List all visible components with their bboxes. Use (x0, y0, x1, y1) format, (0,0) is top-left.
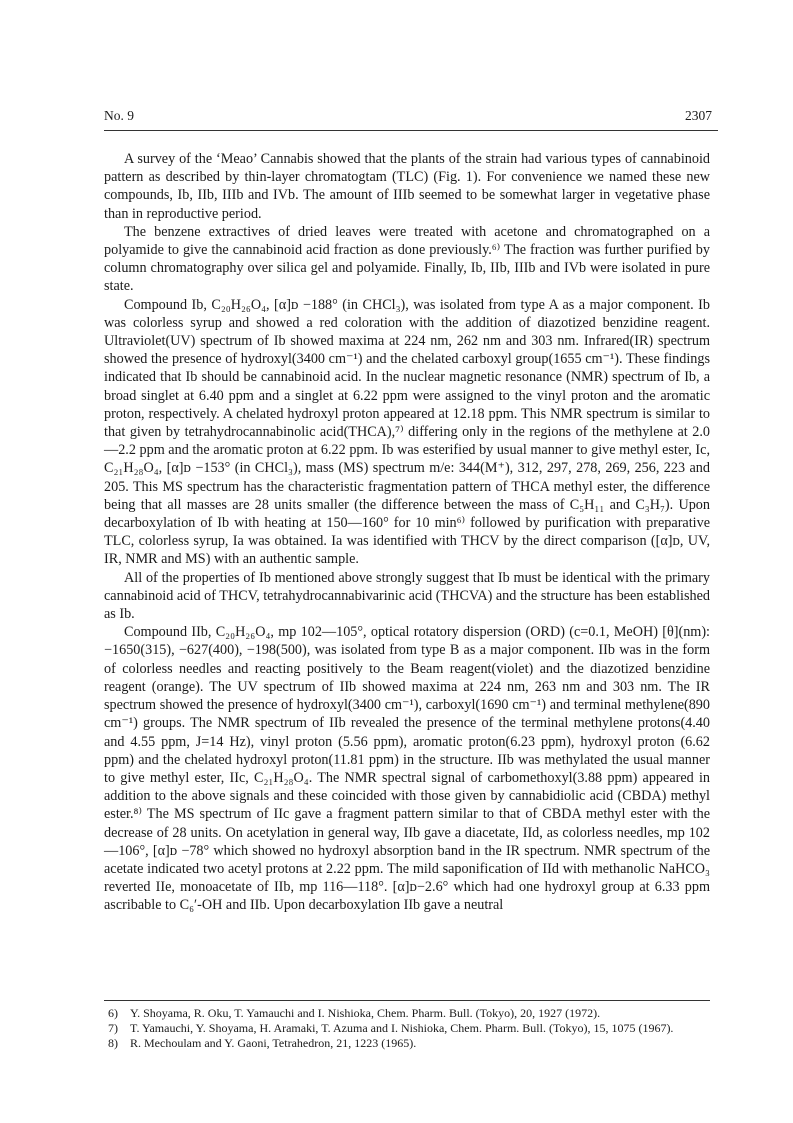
footnote-number: 8) (108, 1036, 118, 1050)
footnote-8 (108, 1036, 710, 1051)
paragraph-compound-iib: Compound IIb, C₂₀H₂₆O₄, mp 102—105°, optical rotatory dispersion (ORD) (c=0.1, MeOH) [θ](nm): −1650(315), −627(400), −198(500), was isolated from type B as a major component. IIb was in the form of colorless needles and reacting positively to the Beam reagent(violet) and the diazotized benzidine reagent (orange). The UV spectrum of IIb showed maxima at 224 nm, 263 nm and 303 nm. The IR spectrum showed the presence of hydroxyl(3400 cm⁻¹), carboxyl(1690 cm⁻¹) and terminal methylene(890 cm⁻¹) groups. The NMR spectrum of IIb revealed the presence of the terminal methylene protons(4.40 and 4.55 ppm, J=14 Hz), vinyl proton (5.56 ppm), aromatic proton(6.23 ppm), hydroxyl proton (6.62 ppm) and the chelated hydroxyl proton(11.81 ppm) in the structure. IIb was methylated the usual manner to give methyl ester, IIc, C₂₁H₂₈O₄. The NMR spectral signal of carbomethoxyl(3.88 ppm) appeared in addition to the above signals and these coincided with those given by cannabidiolic acid (CBDA) methyl ester.⁸⁾ The MS spectrum of IIc gave a fragment pattern similar to that of CBDA methyl ester with the decrease of 28 units. On acetylation in general way, IIb gave a diacetate, IId, as colorless needles, mp 102—106°, [α]ᴅ −78° which showed no hydroxyl absorption band in the IR spectrum. NMR spectrum of the acetate indicated two acetyl protons at 2.22 ppm. The mild saponification of IId with methanolic NaHCO₃ reverted IIe, monoacetate of IIb, mp 116—118°. [α]ᴅ−2.6° which had one hydroxyl group at 6.33 ppm ascribable to C₆′-OH and IIb. Upon decarboxylation IIb gave a neutral (104, 624, 710, 914)
footnote-number: 7) (108, 1021, 118, 1035)
page-number: 2307 (685, 108, 712, 123)
issue-number: No. 9 (104, 108, 134, 123)
paragraph-extraction: The benzene extractives of dried leaves were treated with acetone and chromatographed on a polyamide to give the cannabinoid acid fraction as done previously.⁶⁾ The fraction was further purified by column chromatography over silica gel and polyamide. Finally, Ib, IIb, IIIb and IVb were isolated in pure state. (104, 223, 710, 295)
article-body (104, 150, 710, 915)
footnote-7 (108, 1021, 710, 1036)
footnote-text: R. Mechoulam and Y. Gaoni, Tetrahedron, 21, 1223 (1965). (130, 1036, 417, 1050)
footnote-6 (108, 1006, 710, 1021)
footnotes (108, 1006, 710, 1051)
footnote-text: Y. Shoyama, R. Oku, T. Yamauchi and I. Nishioka, Chem. Pharm. Bull. (Tokyo), 20, 1927 (1972). (130, 1006, 601, 1020)
footnote-number: 6) (108, 1006, 118, 1020)
footnote-text: T. Yamauchi, Y. Shoyama, H. Aramaki, T. Azuma and I. Nishioka, Chem. Pharm. Bull. (Tokyo), 15, 1075 (1967). (130, 1021, 674, 1035)
paragraph-survey: A survey of the ‘Meao’ Cannabis showed that the plants of the strain had various types of cannabinoid pattern as described by thin-layer chromatogtam (TLC) (Fig. 1). For convenience we named these new compounds, Ib, IIb, IIIb and IVb. The amount of IIIb seemed to be somewhat larger in vegetative phase than in reproductive period. (104, 151, 710, 222)
running-header (104, 108, 718, 131)
paragraph-compound-ib: Compound Ib, C₂₀H₂₆O₄, [α]ᴅ −188° (in CHCl₃), was isolated from type A as a major component. Ib was colorless syrup and showed a red coloration with the addition of diazotized benzidine reagent. Ultraviolet(UV) spectrum of Ib showed maxima at 224 nm, 262 nm and 303 nm. Infrared(IR) spectrum showed the presence of hydroxyl(3400 cm⁻¹) and the chelated carboxyl group(1655 cm⁻¹). These findings indicated that Ib should be cannabinoid acid. In the nuclear magnetic resonance (NMR) spectrum of Ib, a broad singlet at 6.40 ppm and a singlet at 6.22 ppm were assigned to the vinyl proton and the aromatic proton, respectively. A chelated hydroxyl proton appeared at 12.18 ppm. This NMR spectrum is similar to that given by tetrahydrocannabinolic acid(THCA),⁷⁾ differing only in the regions of the methylene at 2.0—2.2 ppm and the aromatic proton at 6.22 ppm. Ib was esterified by usual manner to give methyl ester, Ic, C₂₁H₂₈O₄, [α]ᴅ −153° (in CHCl₃), mass (MS) spectrum m/e: 344(M⁺), 312, 297, 278, 269, 256, 223 and 205. This MS spectrum has the characteristic fragmentation pattern of THCA methyl ester, the difference being that all masses are 28 units smaller (the difference between the mass of C₅H₁₁ and C₃H₇). Upon decarboxylation of Ib with heating at 150—160° for 10 min⁶⁾ followed by purification with preparative TLC, colorless syrup, Ia was obtained. Ia was identified with THCV by the direct comparison ([α]ᴅ, UV, IR, NMR and MS) with an authentic sample. (104, 296, 710, 568)
footnote-divider (104, 1000, 710, 1001)
paragraph-ib-identity: All of the properties of Ib mentioned above strongly suggest that Ib must be identical with the primary cannabinoid acid of THCV, tetrahydrocannabivarinic acid (THCVA) and the structure has been established as Ib. (104, 569, 710, 623)
